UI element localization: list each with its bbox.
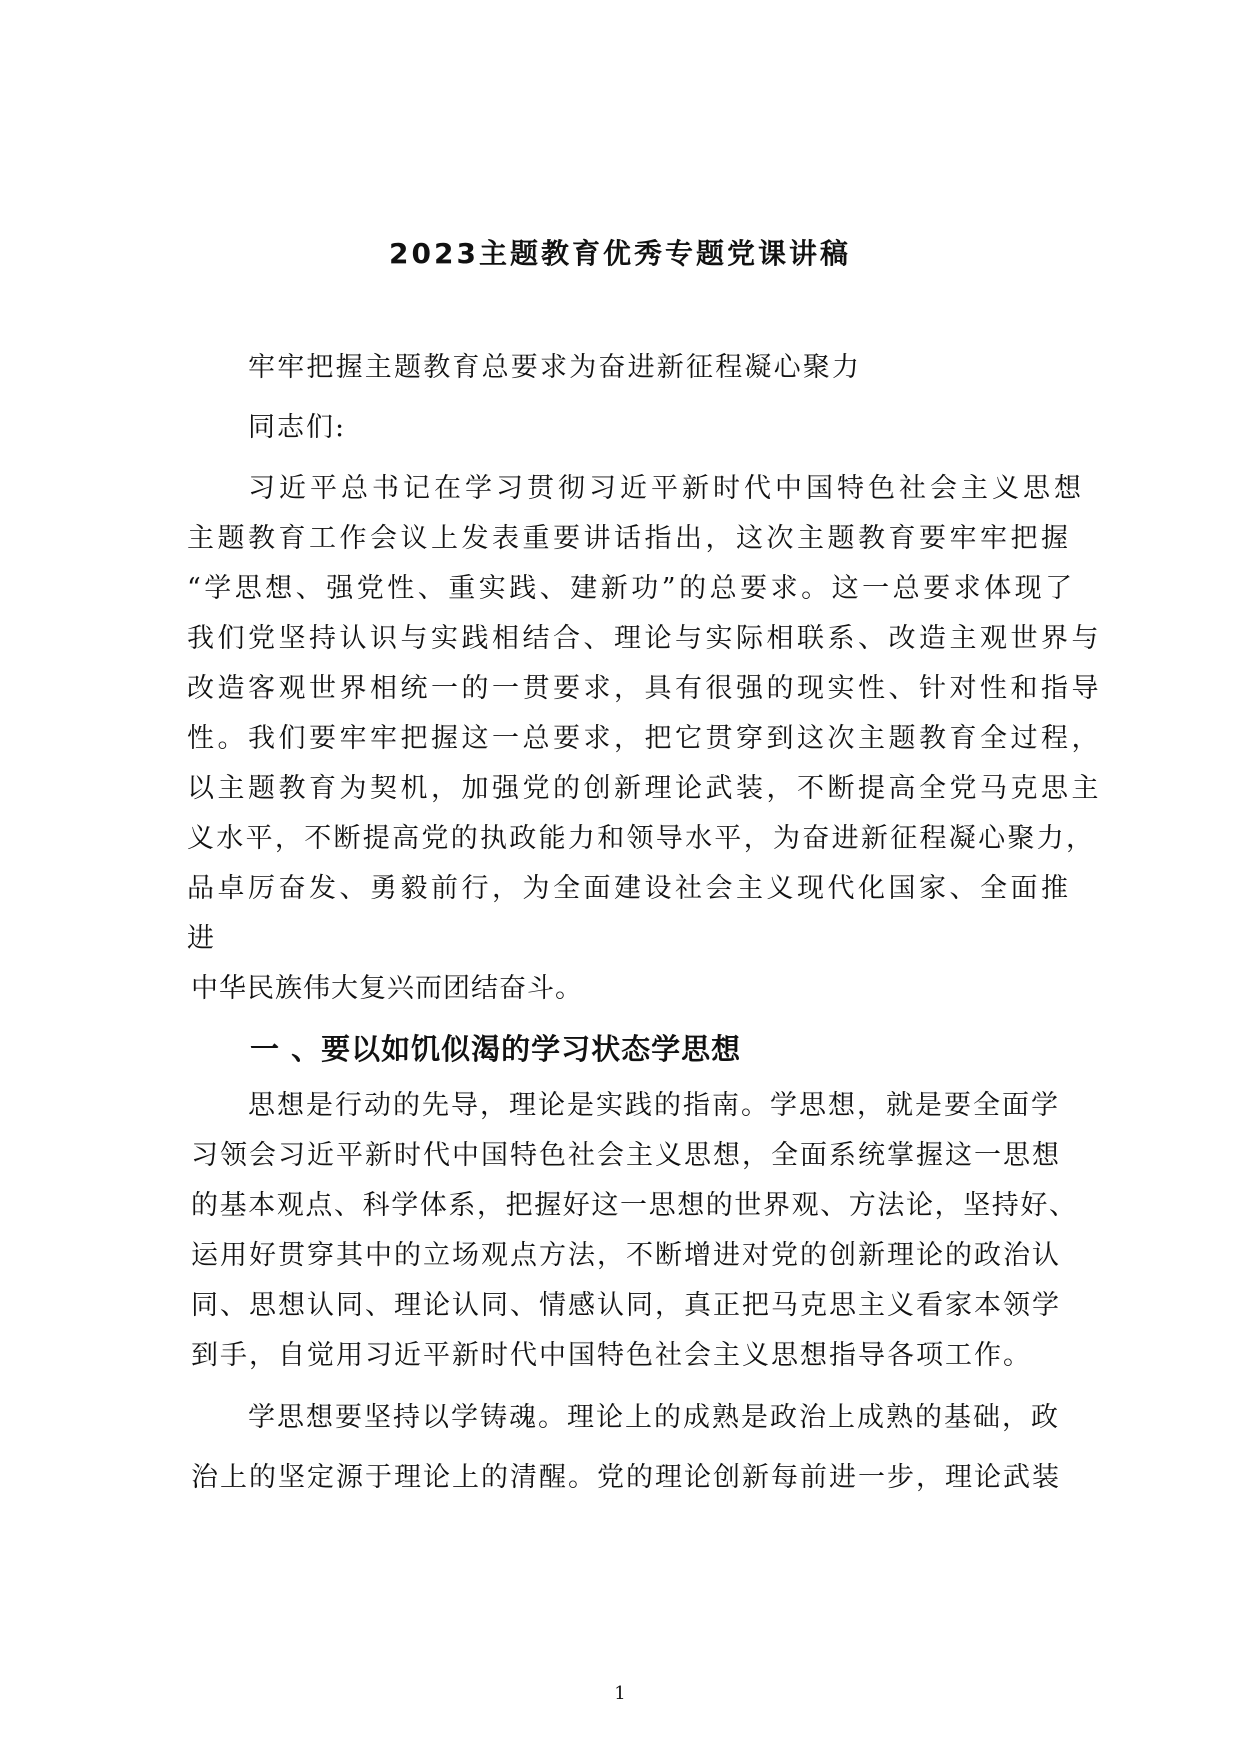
document-title: 2023主题教育优秀专题党课讲稿	[389, 237, 851, 270]
paragraph-1-line: 品卓厉奋发、勇毅前行，为全面建设社会主义现代化国家、全面推	[187, 873, 1072, 904]
page-number: 1	[614, 1683, 626, 1704]
paragraph-3-line: 学思想要坚持以学铸魂。理论上的成熟是政治上成熟的基础，政	[248, 1402, 1060, 1433]
paragraph-1-line: 习近平总书记在学习贯彻习近平新时代中国特色社会主义思想	[248, 473, 1085, 504]
paragraph-1-line: 中华民族伟大复兴而团结奋斗。	[191, 973, 583, 1004]
paragraph-1-line: 进	[187, 923, 214, 954]
document-subtitle: 牢牢把握主题教育总要求为奋进新征程凝心聚力	[248, 352, 862, 383]
paragraph-2-line: 到手，自觉用习近平新时代中国特色社会主义思想指导各项工作。	[191, 1340, 1032, 1371]
paragraph-3-line: 治上的坚定源于理论上的清醒。党的理论创新每前进一步，理论武装	[191, 1462, 1061, 1493]
paragraph-1-line: 我们党坚持认识与实践相结合、理论与实际相联系、改造主观世界与	[187, 623, 1102, 654]
paragraph-1-line: 主题教育工作会议上发表重要讲话指出，这次主题教育要牢牢把握	[187, 523, 1072, 554]
paragraph-2-line: 同、思想认同、理论认同、情感认同，真正把马克思主义看家本领学	[191, 1290, 1061, 1321]
section-heading: 一 、要以如饥似渴的学习状态学思想	[250, 1032, 742, 1066]
paragraph-1-line: “学思想、强党性、重实践、建新功”的总要求。这一总要求体现了	[187, 573, 1076, 604]
paragraph-2-line: 的基本观点、科学体系，把握好这一思想的世界观、方法论，坚持好、	[191, 1190, 1078, 1221]
paragraph-2-line: 习领会习近平新时代中国特色社会主义思想，全面系统掌握这一思想	[191, 1140, 1061, 1171]
paragraph-1-line: 改造客观世界相统一的一贯要求，具有很强的现实性、针对性和指导	[187, 673, 1102, 704]
paragraph-2-line: 运用好贯穿其中的立场观点方法，不断增进对党的创新理论的政治认	[191, 1240, 1061, 1271]
paragraph-2-line: 思想是行动的先导，理论是实践的指南。学思想，就是要全面学	[248, 1090, 1060, 1121]
salutation: 同志们:	[248, 412, 347, 443]
paragraph-1-line: 义水平，不断提高党的执政能力和领导水平，为奋进新征程凝心聚力，	[187, 823, 1096, 854]
paragraph-1-line: 性。我们要牢牢把握这一总要求，把它贯穿到这次主题教育全过程，	[187, 723, 1102, 754]
paragraph-1-line: 以主题教育为契机，加强党的创新理论武装，不断提高全党马克思主	[187, 773, 1102, 804]
